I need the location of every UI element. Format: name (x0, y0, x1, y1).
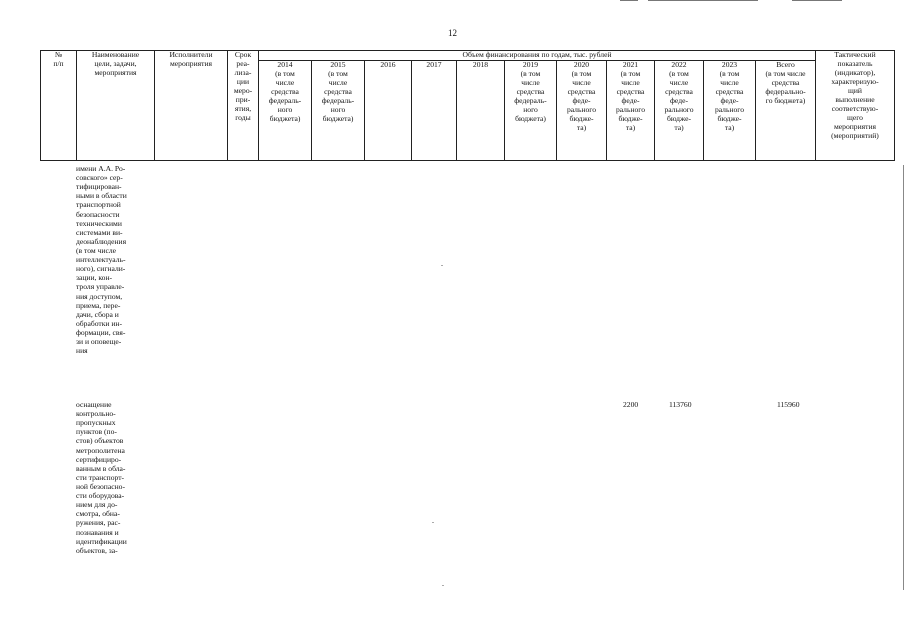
total-col-header: Всего (в том числе средства федерально- го бюджета) (756, 61, 816, 161)
col-executors-header: Исполнители мероприятия (155, 51, 228, 161)
scan-speck (442, 585, 444, 586)
col-name-header: Наименование цели, задачи, мероприятия (77, 51, 155, 161)
col-number-header: № п/п (41, 51, 77, 161)
funding-table-header (40, 50, 895, 161)
year-col-header: 2020 (в том числе средства феде- рального бюдже- та) (557, 61, 607, 161)
scan-speck (441, 265, 443, 266)
page-number: 12 (448, 28, 457, 38)
measure-text-checkpoints: оснащение контрольно- пропускных пунктов (по- стов) объектов метрополитена сертифициро- ванным в обла- сти транспорт- ной безопасно- сти оборудова- нием для до- смотра, обна- ружения, рас- познавания и идентификации объектов, за- (76, 400, 127, 555)
col-funding-header: Объем финансирования по годам, тыс. рублей (259, 51, 816, 61)
year-col-header: 2014 (в том числе средства федераль- ного бюджета) (259, 61, 312, 161)
measure-text-continued: имени А.А. Ро- совского» сер- тифицирован- ными в области транспортной безопасности техническими системами ви- деонаблюдения (в том числе интеллектуаль- ного), сигнали- зации, кон- троля управле- ния доступом, приема, пере- дачи, сбора и обработки ин- формации, свя- зи и оповеще- ния (76, 164, 127, 356)
year-col-header: 2018 (457, 61, 505, 161)
year-col-header: 2022 (в том числе средства феде- рального бюдже- та) (655, 61, 704, 161)
value-total: 115960 (777, 400, 800, 409)
value-2022: 113760 (669, 400, 692, 409)
year-col-header: 2016 (365, 61, 412, 161)
col-term-header: Срок реа- лиза- ции меро- при- ятия, годы (228, 51, 259, 161)
col-indicator-header: Тактический показатель (индикатор), характеризую- щий выполнение соответствую- щего мероприятия (мероприятий) (816, 51, 895, 161)
top-edge-marks (620, 0, 850, 2)
year-col-header: 2019 (в том числе средства федераль- ного бюджета) (505, 61, 557, 161)
year-col-header: 2021 (в том числе средства феде- рального бюдже- та) (607, 61, 655, 161)
year-col-header: 2017 (412, 61, 457, 161)
right-edge-line (903, 165, 904, 590)
year-col-header: 2023 (в том числе средства феде- рального бюдже- та) (704, 61, 756, 161)
year-col-header: 2015 (в том числе средства федераль- ного бюджета) (312, 61, 365, 161)
scan-speck (432, 522, 434, 523)
value-2021: 2200 (623, 400, 639, 409)
